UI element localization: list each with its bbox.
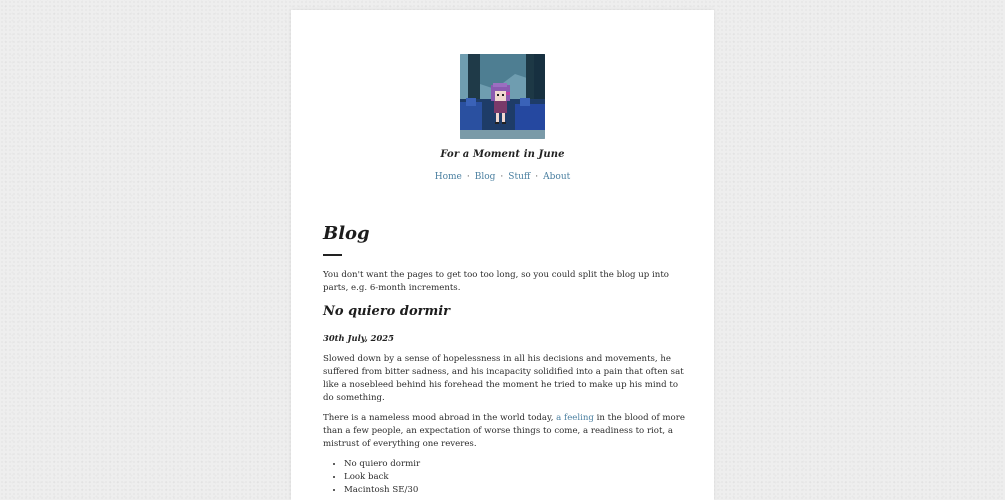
main-nav — [291, 172, 714, 182]
site-title: For a Moment in June — [440, 149, 565, 160]
post-date: 30th July, 2025 — [323, 333, 394, 343]
nav-link-home[interactable]: Home — [434, 172, 462, 182]
post-paragraph — [323, 412, 685, 451]
main-content — [323, 222, 685, 497]
inline-link-a-feeling[interactable]: a feeling — [556, 413, 594, 423]
list-item: • Look back — [344, 471, 685, 484]
content-card — [291, 10, 714, 500]
nav-separator: · — [535, 172, 539, 182]
post-title[interactable]: No quiero dormir — [323, 304, 451, 319]
pixel-art-girl-in-forest-icon — [460, 54, 545, 139]
nav-link-about[interactable]: About — [543, 172, 571, 182]
list-item: • Macintosh SE/30 — [344, 484, 685, 497]
site-avatar[interactable] — [460, 54, 545, 139]
page-title: Blog — [323, 223, 370, 244]
page-intro: You don't want the pages to get too too long, so you could split the blog up into parts, e.g. 6-month increments. — [323, 270, 669, 293]
nav-separator: · — [466, 172, 470, 182]
nav-link-stuff[interactable]: Stuff — [508, 172, 531, 182]
paragraph-text: in the blood of more than a few people, an expectation of worse things to come, a readiness to riot, a mistrust of everything one reveres. — [323, 413, 685, 449]
post-paragraph: Slowed down by a sense of hopelessness in all his decisions and movements, he suffered from bitter sadness, and his incapacity solidified into a pain that often sat like a nosebleed behind his forehead the moment he tried to make up his mind to do something. — [323, 354, 684, 403]
paragraph-text: There is a nameless mood abroad in the world today, — [323, 413, 557, 423]
post-list — [323, 458, 685, 497]
list-item: • No quiero dormir — [344, 458, 685, 471]
title-underline — [323, 254, 342, 256]
nav-link-blog[interactable]: Blog — [474, 172, 496, 182]
nav-separator: · — [500, 172, 504, 182]
